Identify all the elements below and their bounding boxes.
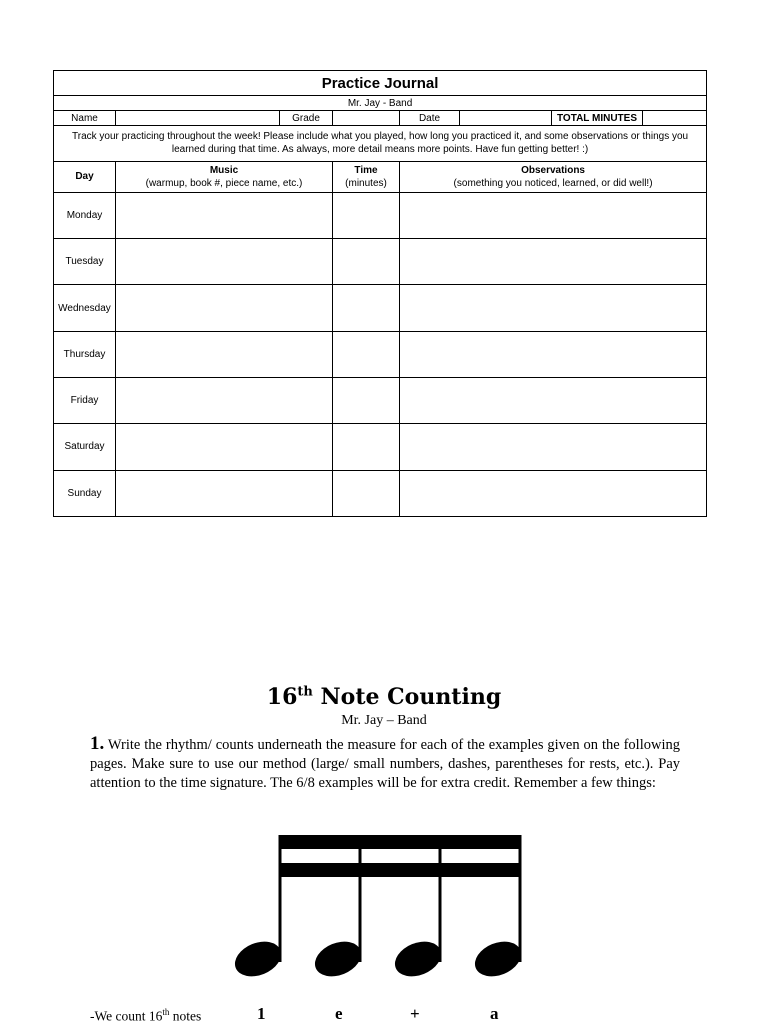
day-row-saturday [54, 424, 707, 470]
journal-instructions: Track your practicing throughout the week! Please include what you played, how long you practiced it, and some observations or things you learned during that time. As always, more detail means more points. Have fun getting better! :) [54, 126, 707, 161]
music-header [116, 161, 333, 192]
observations-cell[interactable] [400, 331, 707, 377]
grade-label: Grade [280, 111, 333, 126]
observations-header [400, 161, 707, 192]
total-minutes-label: TOTAL MINUTES [552, 111, 643, 126]
worksheet-instructions [90, 734, 680, 793]
worksheet-title-suffix: Note Counting [312, 684, 502, 710]
name-field[interactable] [116, 111, 280, 126]
day-label: Friday [54, 377, 116, 423]
day-label: Tuesday [54, 239, 116, 285]
count-label-suffix: notes [169, 1008, 202, 1024]
music-header-title: Music [209, 164, 239, 176]
time-cell[interactable] [333, 377, 400, 423]
day-label: Thursday [54, 331, 116, 377]
music-cell[interactable] [116, 377, 333, 423]
count-and: + [410, 1004, 420, 1023]
note-2 [310, 835, 366, 980]
time-header [333, 161, 400, 192]
worksheet-subtitle: Mr. Jay – Band [341, 713, 427, 728]
day-label: Wednesday [54, 285, 116, 331]
music-cell[interactable] [116, 239, 333, 285]
day-row-friday [54, 377, 707, 423]
music-cell[interactable] [116, 285, 333, 331]
observations-cell[interactable] [400, 192, 707, 238]
day-label: Saturday [54, 424, 116, 470]
music-cell[interactable] [116, 192, 333, 238]
count-label-sup: th [162, 1007, 170, 1017]
name-label: Name [54, 111, 116, 126]
day-row-monday [54, 192, 707, 238]
worksheet-title-sup: th [297, 684, 313, 700]
date-field[interactable] [460, 111, 552, 126]
note-1 [230, 835, 286, 980]
practice-journal-table [53, 70, 707, 517]
time-cell[interactable] [333, 424, 400, 470]
grade-field[interactable] [333, 111, 400, 126]
item-number: 1. [90, 733, 105, 754]
count-a: a [490, 1004, 499, 1023]
time-cell[interactable] [333, 285, 400, 331]
note-4 [470, 835, 526, 980]
day-header: Day [54, 161, 116, 192]
worksheet-title-prefix: 16 [266, 684, 298, 710]
time-header-title: Time [354, 164, 378, 176]
music-cell[interactable] [116, 331, 333, 377]
time-cell[interactable] [333, 331, 400, 377]
observations-cell[interactable] [400, 377, 707, 423]
worksheet-title [0, 684, 768, 710]
observations-header-note: (something you noticed, learned, or did well!) [453, 177, 653, 189]
count-1: 1 [257, 1004, 266, 1023]
count-row [90, 1004, 690, 1026]
day-row-tuesday [54, 239, 707, 285]
music-cell[interactable] [116, 424, 333, 470]
note-3 [390, 835, 446, 980]
day-label: Monday [54, 192, 116, 238]
sixteenth-notes-icon [225, 830, 535, 980]
count-label [90, 1007, 201, 1025]
total-minutes-field[interactable] [643, 111, 707, 126]
observations-cell[interactable] [400, 285, 707, 331]
day-row-wednesday [54, 285, 707, 331]
instructions-text: Write the rhythm/ counts underneath the measure for each of the examples given on the following pages. Make sure to use our method (large/ small numbers, dashes, parentheses for rests, etc.). Pay attention to the time signature. The 6/8 examples will be for extra credit. Remember a few things: [90, 737, 680, 791]
time-cell[interactable] [333, 239, 400, 285]
time-cell[interactable] [333, 192, 400, 238]
date-label: Date [400, 111, 460, 126]
time-header-note: (minutes) [345, 177, 387, 189]
time-cell[interactable] [333, 470, 400, 516]
observations-cell[interactable] [400, 239, 707, 285]
day-row-sunday [54, 470, 707, 516]
observations-header-title: Observations [521, 164, 585, 176]
count-e: e [335, 1004, 343, 1023]
music-header-note: (warmup, book #, piece name, etc.) [145, 177, 303, 189]
count-label-prefix: -We count 16 [90, 1008, 163, 1024]
music-cell[interactable] [116, 470, 333, 516]
day-row-thursday [54, 331, 707, 377]
observations-cell[interactable] [400, 424, 707, 470]
journal-subtitle: Mr. Jay - Band [54, 96, 707, 111]
day-label: Sunday [54, 470, 116, 516]
journal-title: Practice Journal [54, 71, 707, 96]
observations-cell[interactable] [400, 470, 707, 516]
